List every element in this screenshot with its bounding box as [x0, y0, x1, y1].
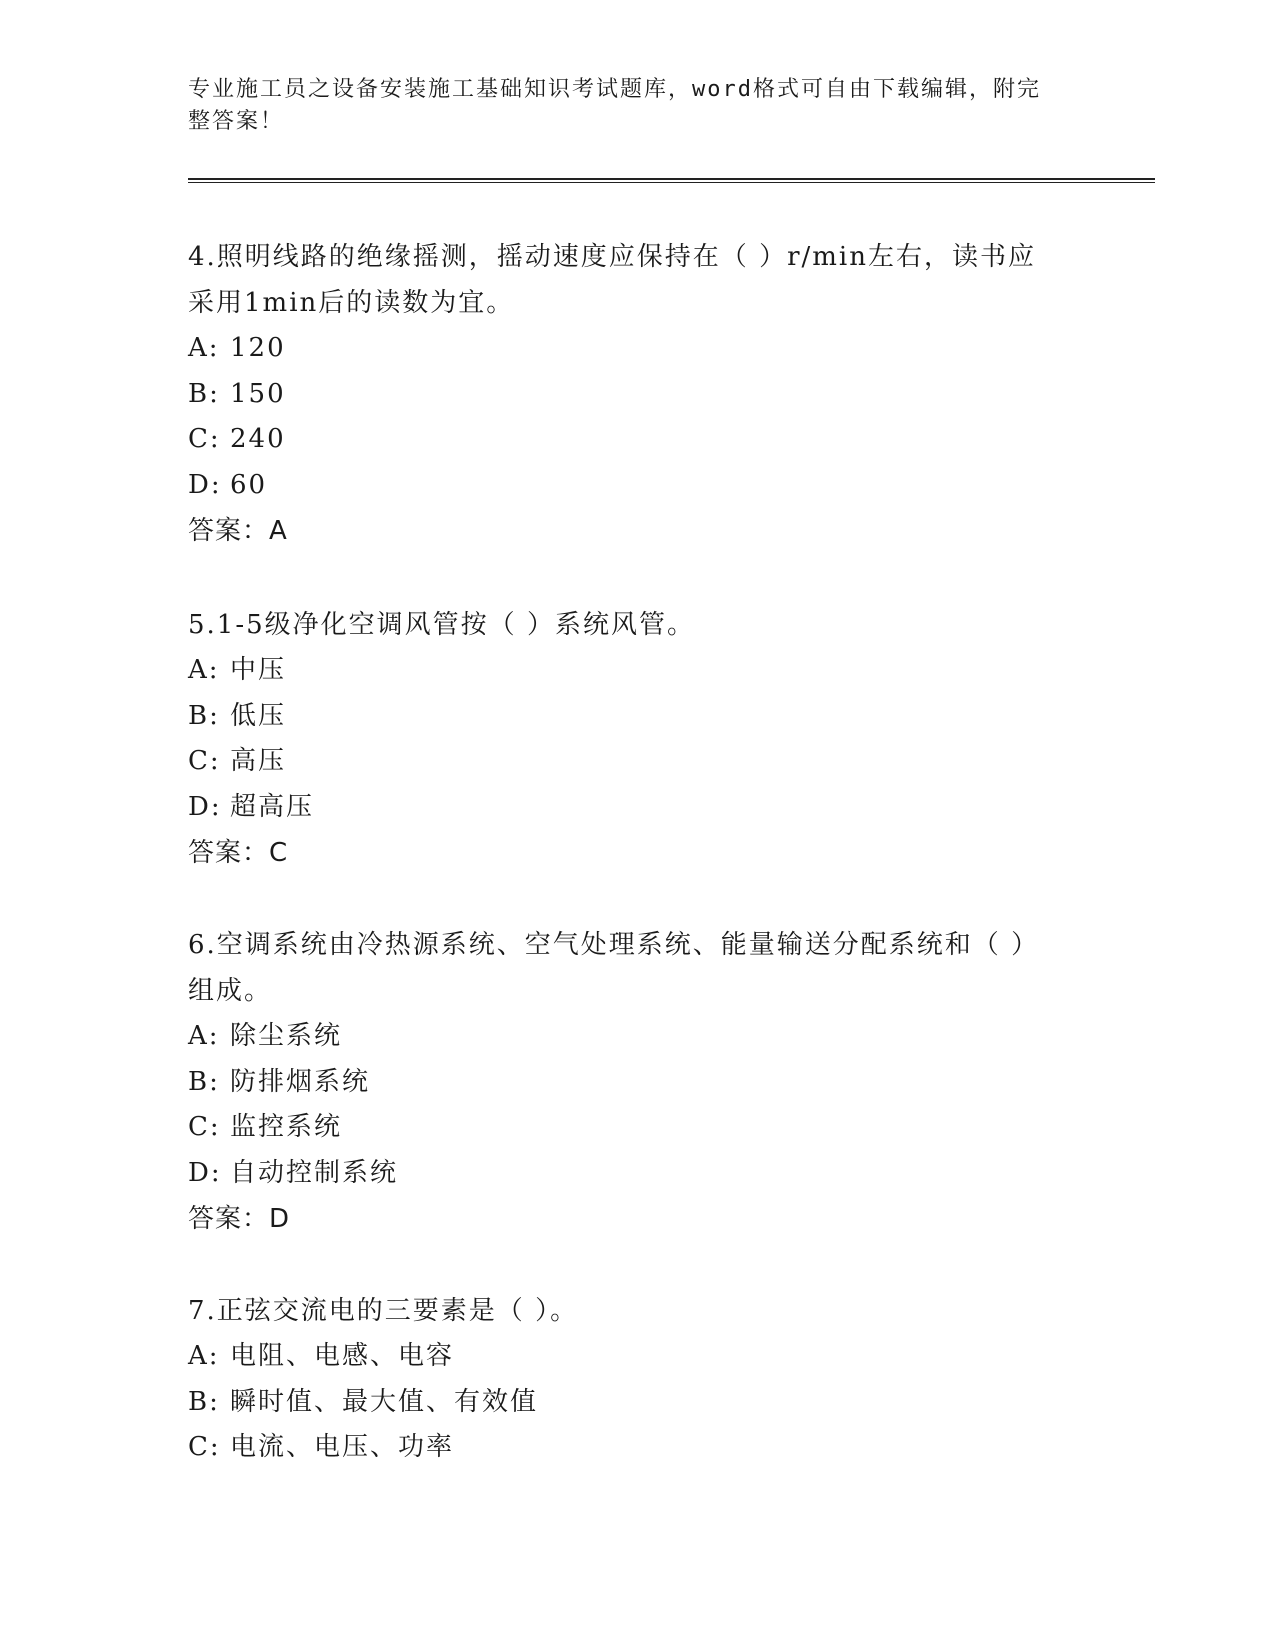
option-letter: B:: [188, 378, 220, 409]
question-text: [188, 1288, 1088, 1334]
option-letter: C:: [188, 424, 221, 454]
header-line-1: 专业施工员之设备安装施工基础知识考试题库，word格式可自由下载编辑，附完: [188, 77, 1041, 102]
question-5: [188, 602, 1088, 876]
option-letter: D:: [188, 1157, 222, 1188]
option-letter: A:: [188, 655, 220, 685]
option-text: 超高压: [230, 791, 315, 822]
option-b: [188, 694, 1088, 740]
option-text: 60: [230, 469, 268, 500]
option-b: [188, 372, 1088, 418]
option-text: 电流、电压、功率: [230, 1432, 455, 1462]
option-text: 低压: [230, 700, 287, 731]
option-letter: A:: [188, 1341, 220, 1371]
option-c: [188, 417, 1088, 463]
option-text: 电阻、电感、电容: [230, 1341, 455, 1371]
option-text: 自动控制系统: [230, 1157, 399, 1188]
header-divider-bottom: [188, 182, 1155, 183]
option-letter: D:: [188, 791, 222, 822]
option-text: 中压: [230, 655, 287, 685]
option-a: [188, 1334, 1088, 1380]
question-text-line: 6.空调系统由冷热源系统、空气处理系统、能量输送分配系统和（ ）: [188, 930, 1040, 960]
option-letter: A:: [188, 1021, 220, 1051]
header-line-2: 整答案！: [188, 109, 285, 134]
question-text: [188, 234, 1088, 326]
question-text: [188, 602, 1088, 648]
option-text: 高压: [230, 746, 287, 776]
header-divider-top: [188, 178, 1155, 180]
option-text: 240: [230, 424, 286, 454]
option-letter: C:: [188, 746, 221, 776]
option-c: [188, 739, 1088, 785]
option-text: 150: [230, 378, 286, 409]
option-letter: B:: [188, 1066, 220, 1097]
option-letter: A:: [188, 333, 220, 363]
answer-label: 答案：A: [188, 516, 288, 546]
question-6: [188, 922, 1088, 1242]
question-7: [188, 1288, 1088, 1471]
question-text-line: 5.1-5级净化空调风管按（ ）系统风管。: [188, 610, 695, 640]
option-a: [188, 326, 1088, 372]
option-text: 除尘系统: [230, 1021, 343, 1051]
question-text-line: 组成。: [188, 976, 273, 1006]
document-header: [188, 74, 1068, 138]
question-4: [188, 234, 1088, 554]
option-text: 监控系统: [230, 1112, 343, 1142]
option-text: 120: [230, 333, 286, 363]
question-text-line: 采用1min后的读数为宜。: [188, 288, 515, 318]
option-d: [188, 463, 1088, 509]
option-text: 防排烟系统: [230, 1066, 371, 1097]
option-c: [188, 1425, 1088, 1471]
option-a: [188, 648, 1088, 694]
option-letter: C:: [188, 1432, 221, 1462]
answer-label: 答案：D: [188, 1204, 291, 1234]
option-text: 瞬时值、最大值、有效值: [230, 1386, 539, 1417]
answer-label: 答案：C: [188, 838, 289, 868]
option-a: [188, 1014, 1088, 1060]
option-letter: B:: [188, 700, 220, 731]
option-b: [188, 1380, 1088, 1426]
option-letter: D:: [188, 469, 222, 500]
option-b: [188, 1060, 1088, 1106]
option-letter: B:: [188, 1386, 220, 1417]
question-text-line: 4.照明线路的绝缘摇测，摇动速度应保持在（ ）r/min左右，读书应: [188, 242, 1036, 272]
option-d: [188, 1151, 1088, 1197]
question-text: [188, 922, 1088, 1014]
option-letter: C:: [188, 1112, 221, 1142]
option-d: [188, 785, 1088, 831]
option-c: [188, 1105, 1088, 1151]
question-text-line: 7.正弦交流电的三要素是（ ）。: [188, 1296, 579, 1326]
